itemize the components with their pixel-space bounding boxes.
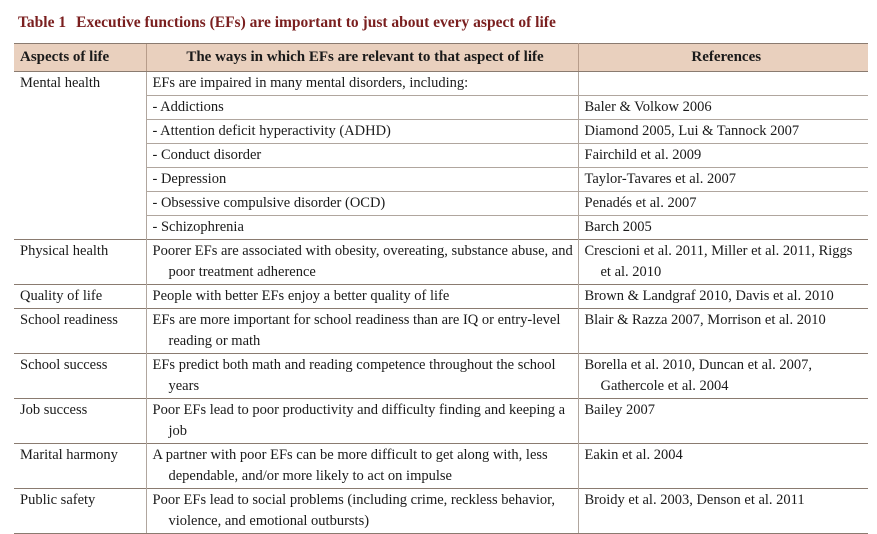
ref-cell: Eakin et al. 2004 xyxy=(584,447,683,463)
aspect-cell: Marital harmony xyxy=(14,444,146,489)
table-caption xyxy=(18,14,556,32)
ef-table xyxy=(14,43,868,534)
ref-cell: Borella et al. 2010, Duncan et al. 2007, Gathercole et al. 2004 xyxy=(584,357,813,394)
way-cell: - Schizophrenia xyxy=(146,216,578,240)
ref-cell: Crescioni et al. 2011, Miller et al. 2011, Riggs et al. 2010 xyxy=(584,243,853,280)
way-cell: Poor EFs lead to poor productivity and difficulty finding and keeping a job xyxy=(152,402,566,439)
ref-cell: Taylor-Tavares et al. 2007 xyxy=(578,168,868,192)
table-row xyxy=(14,168,868,192)
way-cell: - Depression xyxy=(146,168,578,192)
table-row xyxy=(14,120,868,144)
table-row xyxy=(14,444,868,489)
ref-cell: Baler & Volkow 2006 xyxy=(578,96,868,120)
way-cell: - Obsessive compulsive disorder (OCD) xyxy=(146,192,578,216)
aspect-cell: School readiness xyxy=(14,309,146,354)
way-cell: - Conduct disorder xyxy=(146,144,578,168)
table-row xyxy=(14,96,868,120)
ref-cell: Blair & Razza 2007, Morrison et al. 2010 xyxy=(584,312,826,328)
table-title: Executive functions (EFs) are important to just about every aspect of life xyxy=(76,14,556,31)
table-row xyxy=(14,192,868,216)
table-row xyxy=(14,216,868,240)
aspect-cell: Physical health xyxy=(14,240,146,285)
table-row xyxy=(14,354,868,399)
ref-cell: Penadés et al. 2007 xyxy=(578,192,868,216)
table-row xyxy=(14,399,868,444)
way-cell: A partner with poor EFs can be more difficult to get along with, less dependable, and/or more likely to act on impulse xyxy=(152,447,548,484)
table-row xyxy=(14,309,868,354)
way-cell: - Attention deficit hyperactivity (ADHD) xyxy=(146,120,578,144)
header-aspects: Aspects of life xyxy=(14,44,146,72)
aspect-cell: Mental health xyxy=(20,75,101,91)
way-cell: People with better EFs enjoy a better quality of life xyxy=(152,288,450,304)
way-cell: EFs are impaired in many mental disorders, including: xyxy=(146,72,578,96)
table-row xyxy=(14,72,868,96)
header-ways: The ways in which EFs are relevant to that aspect of life xyxy=(146,44,578,72)
aspect-cell: School success xyxy=(14,354,146,399)
aspect-cell: Quality of life xyxy=(14,285,146,309)
aspect-cell: Job success xyxy=(14,399,146,444)
ref-cell: Broidy et al. 2003, Denson et al. 2011 xyxy=(584,492,805,508)
way-cell: Poor EFs lead to social problems (including crime, reckless behavior, violence, and emotional outbursts) xyxy=(152,492,556,529)
ref-cell: Brown & Landgraf 2010, Davis et al. 2010 xyxy=(584,288,834,304)
ref-cell: Diamond 2005, Lui & Tannock 2007 xyxy=(578,120,868,144)
ref-cell xyxy=(578,72,868,96)
table-number: Table 1 xyxy=(18,14,67,31)
table-row xyxy=(14,144,868,168)
way-cell: Poorer EFs are associated with obesity, overeating, substance abuse, and poor treatment adherence xyxy=(152,243,573,280)
way-cell: EFs predict both math and reading competence throughout the school years xyxy=(152,357,556,394)
header-row xyxy=(14,44,868,72)
way-cell: EFs are more important for school readiness than are IQ or entry-level reading or math xyxy=(152,312,561,349)
ref-cell: Barch 2005 xyxy=(578,216,868,240)
aspect-cell: Public safety xyxy=(14,489,146,534)
table-row xyxy=(14,489,868,534)
ref-cell: Fairchild et al. 2009 xyxy=(578,144,868,168)
way-cell: - Addictions xyxy=(146,96,578,120)
ref-cell: Bailey 2007 xyxy=(584,402,655,418)
table-row xyxy=(14,240,868,285)
table-row xyxy=(14,285,868,309)
header-references: References xyxy=(578,44,868,72)
